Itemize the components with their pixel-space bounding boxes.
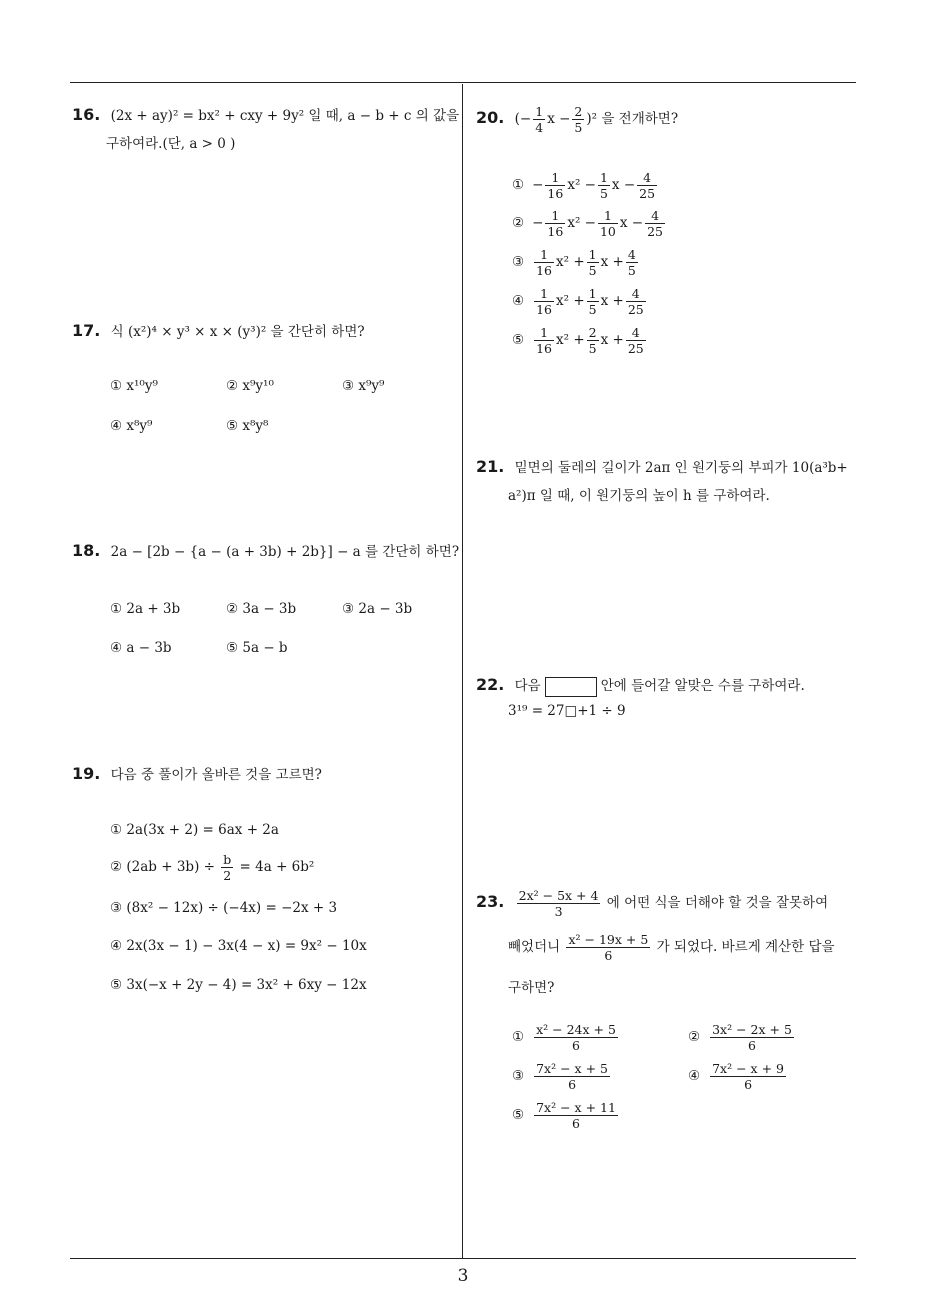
top-rule (70, 82, 856, 83)
frac-num: 1 (535, 104, 544, 119)
option-marker: ① (512, 1029, 525, 1045)
frac-den: 16 (536, 302, 553, 317)
frac-num: 7x² − x + 9 (712, 1061, 784, 1076)
option-term-2: x + (600, 293, 624, 309)
q19-option-2-tail: = 4a + 6b² (239, 859, 315, 875)
frac-den: 5 (627, 263, 636, 278)
option-frac-a (545, 208, 565, 239)
option-marker: ① (512, 177, 525, 193)
frac-den: 16 (536, 341, 553, 356)
q18-option-3[interactable]: ③ 2a − 3b (342, 601, 413, 617)
q22-line2 (508, 703, 626, 719)
q19-option-2-fraction (221, 852, 233, 883)
q17-option-1[interactable]: ① x¹⁰y⁹ (110, 378, 158, 394)
q23-line2-tail: 가 되었다. 바르게 계산한 답을 (656, 939, 835, 955)
frac-den: 4 (535, 120, 544, 135)
frac-num: b (223, 852, 232, 867)
frac-num: 1 (598, 208, 618, 224)
q18-option-2[interactable]: ② 3a − 3b (226, 601, 297, 617)
frac-den: 6 (572, 1038, 580, 1053)
option-fraction (534, 1100, 618, 1131)
option-fraction (710, 1061, 786, 1092)
q18-option-4[interactable]: ④ a − 3b (110, 640, 172, 656)
frac-den: 25 (627, 341, 644, 356)
frac-num: 4 (626, 325, 646, 341)
frac-num: 1 (545, 208, 565, 224)
option-term-2: x + (600, 254, 624, 270)
option-fraction (710, 1022, 794, 1053)
q17-number: 17. (72, 321, 101, 340)
q20-frac-2 (572, 104, 584, 135)
option-frac-a (534, 286, 554, 317)
option-frac-b (587, 286, 599, 317)
option-marker: ③ (512, 254, 525, 270)
q20-option-3[interactable] (512, 247, 640, 278)
frac-den: 2 (223, 868, 232, 883)
q20-number: 20. (476, 108, 505, 127)
option-marker: ② (688, 1029, 701, 1045)
q17-option-4[interactable]: ④ x⁸y⁹ (110, 418, 153, 434)
frac-den: 16 (547, 224, 564, 239)
option-frac-b (598, 208, 618, 239)
option-frac-c (645, 208, 665, 239)
q20-stem (476, 104, 678, 135)
q23-line2-pre: 빼었더니 (508, 939, 561, 955)
option-term-1: x² + (556, 332, 585, 348)
answer-blank-box[interactable] (545, 677, 597, 697)
q17-option-3[interactable]: ③ x⁹y⁹ (342, 378, 385, 394)
option-frac-c (626, 286, 646, 317)
frac-num: 1 (534, 325, 554, 341)
q20-option-2[interactable] (512, 208, 667, 239)
q22-text-pre: 다음 (514, 678, 541, 694)
q23-line1-tail: 에 어떤 식을 더해야 할 것을 잘못하여 (606, 895, 829, 911)
frac-num: 1 (545, 170, 565, 186)
q23-option-1[interactable] (512, 1022, 620, 1053)
q20-text-pre: (− (514, 111, 532, 127)
option-marker: ② (512, 215, 525, 231)
q20-option-1[interactable] (512, 170, 659, 201)
q20-frac-1 (533, 104, 545, 135)
frac-num: 1 (534, 286, 554, 302)
q23-frac-2 (566, 932, 650, 963)
option-frac-b (587, 247, 599, 278)
frac-den: 25 (639, 186, 656, 201)
frac-num: 7x² − x + 5 (536, 1061, 608, 1076)
option-sign: − (532, 215, 544, 231)
q16-line1 (72, 104, 459, 124)
q23-line2 (508, 932, 835, 963)
frac-num: x² − 19x + 5 (568, 932, 649, 947)
frac-den: 5 (599, 186, 608, 201)
option-marker: ⑤ (512, 1107, 525, 1123)
q21-line1 (476, 456, 848, 476)
q19-option-2-head: ② (2ab + 3b) ÷ (110, 859, 215, 875)
q19-number: 19. (72, 764, 101, 783)
option-frac-a (534, 247, 554, 278)
q20-text-post: )² 을 전개하면? (586, 111, 679, 127)
page-number: 3 (457, 1266, 469, 1286)
frac-num: 4 (627, 247, 636, 262)
q23-frac-1 (517, 888, 601, 919)
option-term-2: x − (619, 215, 644, 231)
q22-number: 22. (476, 675, 505, 694)
q19-option-3[interactable]: ③ (8x² − 12x) ÷ (−4x) = −2x + 3 (110, 900, 338, 916)
q19-option-1[interactable]: ① 2a(3x + 2) = 6ax + 2a (110, 822, 279, 838)
q23-number: 23. (476, 892, 505, 911)
q18-text: 2a − [2b − {a − (a + 3b) + 2b}] − a 를 간단히 하면? (110, 544, 460, 560)
frac-num: 1 (588, 247, 597, 262)
frac-num: x² − 24x + 5 (536, 1022, 616, 1037)
q21-number: 21. (476, 457, 505, 476)
frac-den: 10 (599, 224, 616, 239)
frac-den: 5 (574, 120, 583, 135)
q23-line1 (476, 888, 828, 919)
q21-text-line2: a²)π 일 때, 이 원기둥의 높이 h 를 구하여라. (508, 488, 770, 504)
frac-den: 6 (748, 1038, 756, 1053)
q19-option-5[interactable]: ⑤ 3x(−x + 2y − 4) = 3x² + 6xy − 12x (110, 977, 367, 993)
q19-option-4[interactable]: ④ 2x(3x − 1) − 3x(4 − x) = 9x² − 10x (110, 938, 367, 954)
q21-text-line1: 밑면의 둘레의 길이가 2aπ 인 원기둥의 부피가 10(a³b+ (514, 460, 848, 476)
q23-line3 (508, 976, 554, 996)
frac-den: 6 (568, 1077, 577, 1092)
frac-num: 2 (588, 325, 597, 340)
q17-text: 식 (x²)⁴ × y³ × x × (y³)² 을 간단히 하면? (110, 324, 365, 340)
frac-den: 6 (604, 948, 613, 963)
option-frac-b (587, 325, 599, 356)
frac-den: 5 (588, 263, 597, 278)
option-term-2: x − (611, 177, 636, 193)
frac-den: 25 (647, 224, 663, 239)
option-frac-c (626, 325, 646, 356)
option-term-2: x + (600, 332, 624, 348)
q19-stem (72, 763, 322, 783)
option-term-1: x² − (567, 177, 596, 193)
frac-num: 7x² − x + 11 (536, 1100, 616, 1115)
q20-option-5[interactable] (512, 325, 648, 356)
option-frac-c (637, 170, 657, 201)
option-frac-a (534, 325, 554, 356)
frac-den: 3 (554, 904, 563, 919)
q22-equation: 3¹⁹ = 27□+1 ÷ 9 (508, 703, 626, 719)
option-frac-c (626, 247, 638, 278)
option-marker: ④ (512, 293, 525, 309)
q17-option-2[interactable]: ② x⁹y¹⁰ (226, 378, 274, 394)
frac-den: 5 (588, 302, 597, 317)
frac-den: 6 (744, 1077, 753, 1092)
frac-num: 4 (645, 208, 665, 224)
option-fraction (534, 1061, 610, 1092)
frac-num: 2x² − 5x + 4 (518, 888, 599, 903)
q20-text-mid: x − (547, 111, 571, 127)
q16-line2 (106, 132, 235, 152)
option-frac-b (598, 170, 610, 201)
q23-option-2[interactable] (688, 1022, 796, 1053)
q16-text-line1: (2x + ay)² = bx² + cxy + 9y² 일 때, a − b + c 의 값을 (110, 108, 460, 124)
frac-num: 4 (637, 170, 657, 186)
option-marker: ⑤ (512, 332, 525, 348)
frac-den: 6 (572, 1116, 580, 1131)
option-marker: ③ (512, 1068, 525, 1084)
q19-text: 다음 중 풀이가 올바른 것을 고르면? (110, 767, 322, 783)
option-frac-a (545, 170, 565, 201)
q18-stem (72, 540, 459, 560)
q23-line3-text: 구하면? (508, 980, 555, 996)
q20-option-4[interactable] (512, 286, 648, 317)
q17-option-5[interactable]: ⑤ x⁸y⁸ (226, 418, 269, 434)
q18-number: 18. (72, 541, 101, 560)
option-term-1: x² + (556, 293, 585, 309)
frac-num: 2 (574, 104, 583, 119)
q23-option-4[interactable] (688, 1061, 788, 1092)
q23-option-3[interactable] (512, 1061, 612, 1092)
frac-den: 16 (536, 263, 553, 278)
option-term-1: x² − (567, 215, 596, 231)
frac-num: 1 (588, 286, 597, 301)
frac-den: 25 (627, 302, 644, 317)
option-term-1: x² + (556, 254, 585, 270)
q21-line2 (508, 484, 770, 504)
option-marker: ④ (688, 1068, 701, 1084)
q18-option-5[interactable]: ⑤ 5a − b (226, 640, 288, 656)
q16-text-line2: 구하여라.(단, a > 0 ) (106, 136, 236, 152)
q22-line1 (476, 674, 805, 697)
frac-den: 5 (588, 341, 597, 356)
frac-num: 4 (626, 286, 646, 302)
q16-number: 16. (72, 105, 101, 124)
column-divider (462, 84, 463, 1259)
q17-stem (72, 320, 365, 340)
frac-num: 1 (534, 247, 554, 263)
q18-option-1[interactable]: ① 2a + 3b (110, 601, 181, 617)
option-sign: − (532, 177, 544, 193)
q22-text-post: 안에 들어갈 알맞은 수를 구하여라. (600, 678, 805, 694)
q19-option-2[interactable] (110, 852, 314, 883)
frac-num: 3x² − 2x + 5 (712, 1022, 792, 1037)
q23-option-5[interactable] (512, 1100, 620, 1131)
option-fraction (534, 1022, 618, 1053)
frac-den: 16 (547, 186, 564, 201)
bottom-rule (70, 1258, 856, 1259)
frac-num: 1 (599, 170, 608, 185)
